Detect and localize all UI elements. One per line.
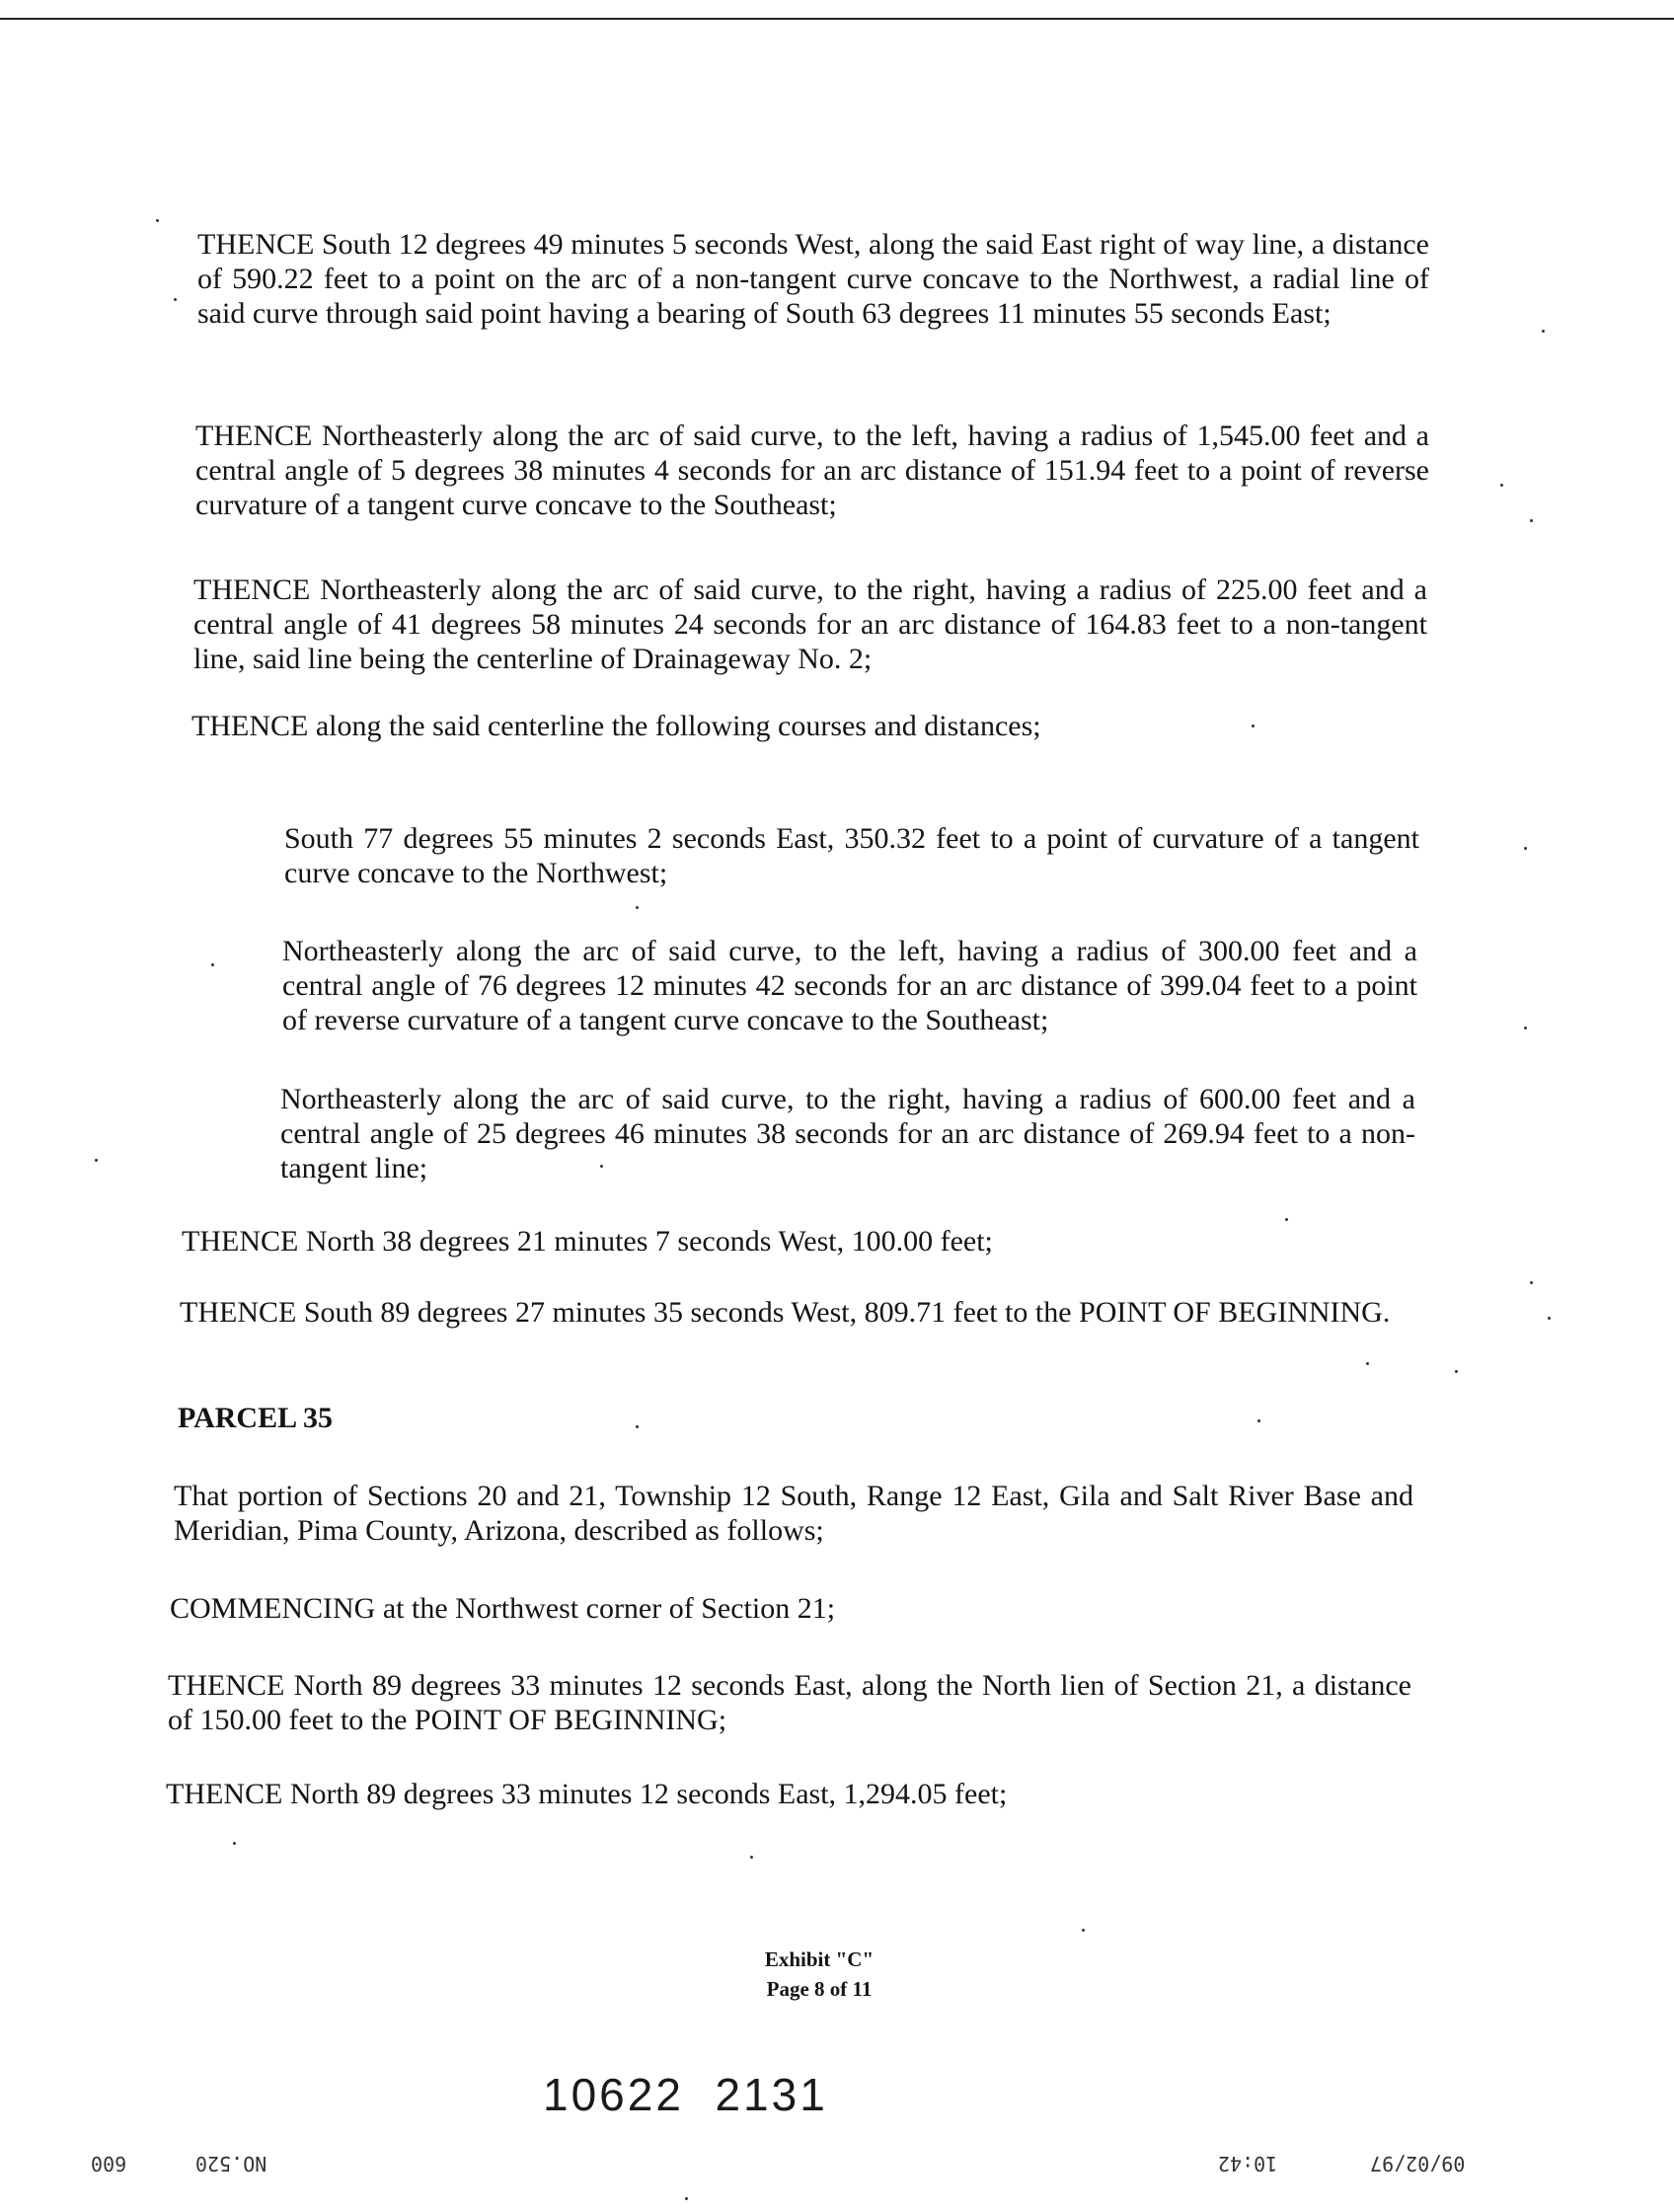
scan-speck bbox=[156, 219, 159, 222]
scan-speck bbox=[211, 963, 214, 966]
scan-speck bbox=[1530, 1281, 1533, 1284]
scan-speck bbox=[1366, 1362, 1369, 1365]
paragraph-north-38: THENCE North 38 degrees 21 minutes 7 seconds West, 100.00 feet; bbox=[182, 1225, 993, 1258]
scan-speck bbox=[95, 1159, 98, 1162]
scan-speck bbox=[1524, 1027, 1527, 1030]
course-item-south-77: South 77 degrees 55 minutes 2 seconds East, 350.32 feet to a point of curvature of a tangent curve concave to the Northwest; bbox=[284, 822, 1419, 889]
paragraph-curve-left-1545: THENCE Northeasterly along the arc of said curve, to the left, having a radius of 1,545.00 feet and a central angle of 5 degrees 38 minutes 4 seconds for an arc distance of 151.94 feet to a point of reverse curvature of a tangent curve concave to the Southeast; bbox=[195, 420, 1429, 521]
recording-number: 10622 2131 bbox=[543, 2069, 828, 2120]
parcel-heading: PARCEL 35 bbox=[178, 1402, 333, 1434]
paragraph-south-89-pob: THENCE South 89 degrees 27 minutes 35 seconds West, 809.71 feet to the POINT OF BEGINNING. bbox=[180, 1296, 1391, 1329]
course-item-curve-right-600: Northeasterly along the arc of said curve, to the right, having a radius of 600.00 feet and a central angle of 25 degrees 46 minutes 38 seconds for an arc distance of 269.94 feet to a non-tangent line; bbox=[280, 1083, 1415, 1184]
scan-speck bbox=[233, 1842, 236, 1845]
scan-speck bbox=[1530, 519, 1533, 522]
fax-date: 09/02/97 bbox=[1370, 2152, 1466, 2175]
top-rule bbox=[0, 18, 1674, 20]
course-item-curve-left-300: Northeasterly along the arc of said curve, to the left, having a radius of 300.00 feet and a central angle of 76 degrees 12 minutes 42 seconds for an arc distance of 399.04 feet to a point of reverse curvature of a tangent curve concave to the Southeast; bbox=[282, 935, 1417, 1036]
scan-speck bbox=[1548, 1317, 1551, 1320]
scan-speck bbox=[600, 1165, 603, 1168]
fax-time: 10:42 bbox=[1218, 2152, 1278, 2175]
scan-speck bbox=[1082, 1929, 1085, 1932]
scan-speck bbox=[636, 906, 639, 909]
paragraph-centerline-courses: THENCE along the said centerline the following courses and distances; bbox=[191, 710, 1041, 742]
scan-speck bbox=[1285, 1218, 1288, 1221]
scan-speck bbox=[1500, 484, 1503, 487]
page-label: Page 8 of 11 bbox=[766, 1977, 873, 2001]
fax-page-number: 600 bbox=[91, 2152, 127, 2175]
scan-speck bbox=[750, 1856, 753, 1859]
paragraph-north-89-1294: THENCE North 89 degrees 33 minutes 12 seconds East, 1,294.05 feet; bbox=[166, 1778, 1008, 1810]
paragraph-north-89-pob: THENCE North 89 degrees 33 minutes 12 seconds East, along the North lien of Section 21, a distance of 150.00 feet to the POINT OF BEGINNING; bbox=[168, 1669, 1411, 1736]
paragraph-commencing: COMMENCING at the Northwest corner of Section 21; bbox=[170, 1592, 836, 1625]
exhibit-label: Exhibit "C" bbox=[764, 1947, 875, 1971]
scan-speck bbox=[1542, 330, 1545, 333]
scan-speck bbox=[1257, 1419, 1260, 1422]
exhibit-footer bbox=[691, 1945, 948, 2004]
fax-number: NO.520 bbox=[195, 2152, 267, 2175]
scan-speck bbox=[685, 2197, 688, 2200]
paragraph-course-south-12: THENCE South 12 degrees 49 minutes 5 seconds West, along the said East right of way line, a distance of 590.22 feet to a point on the arc of a non-tangent curve concave to the Northwest, a radial line of said curve through said point having a bearing of South 63 degrees 11 minutes 55 seconds East; bbox=[197, 228, 1429, 330]
paragraph-curve-right-225: THENCE Northeasterly along the arc of said curve, to the right, having a radius of 225.00 feet and a central angle of 41 degrees 58 minutes 24 seconds for an arc distance of 164.83 feet to a non-tangent line, said line being the centerline of Drainageway No. 2; bbox=[193, 573, 1427, 675]
scan-speck bbox=[1252, 725, 1255, 727]
scan-speck bbox=[1455, 1370, 1458, 1373]
scan-speck bbox=[1524, 847, 1527, 850]
paragraph-parcel-description: That portion of Sections 20 and 21, Township 12 South, Range 12 East, Gila and Salt River Base and Meridian, Pima County, Arizona, described as follows; bbox=[174, 1480, 1413, 1547]
scan-speck bbox=[636, 1425, 639, 1428]
scan-speck bbox=[174, 298, 177, 301]
